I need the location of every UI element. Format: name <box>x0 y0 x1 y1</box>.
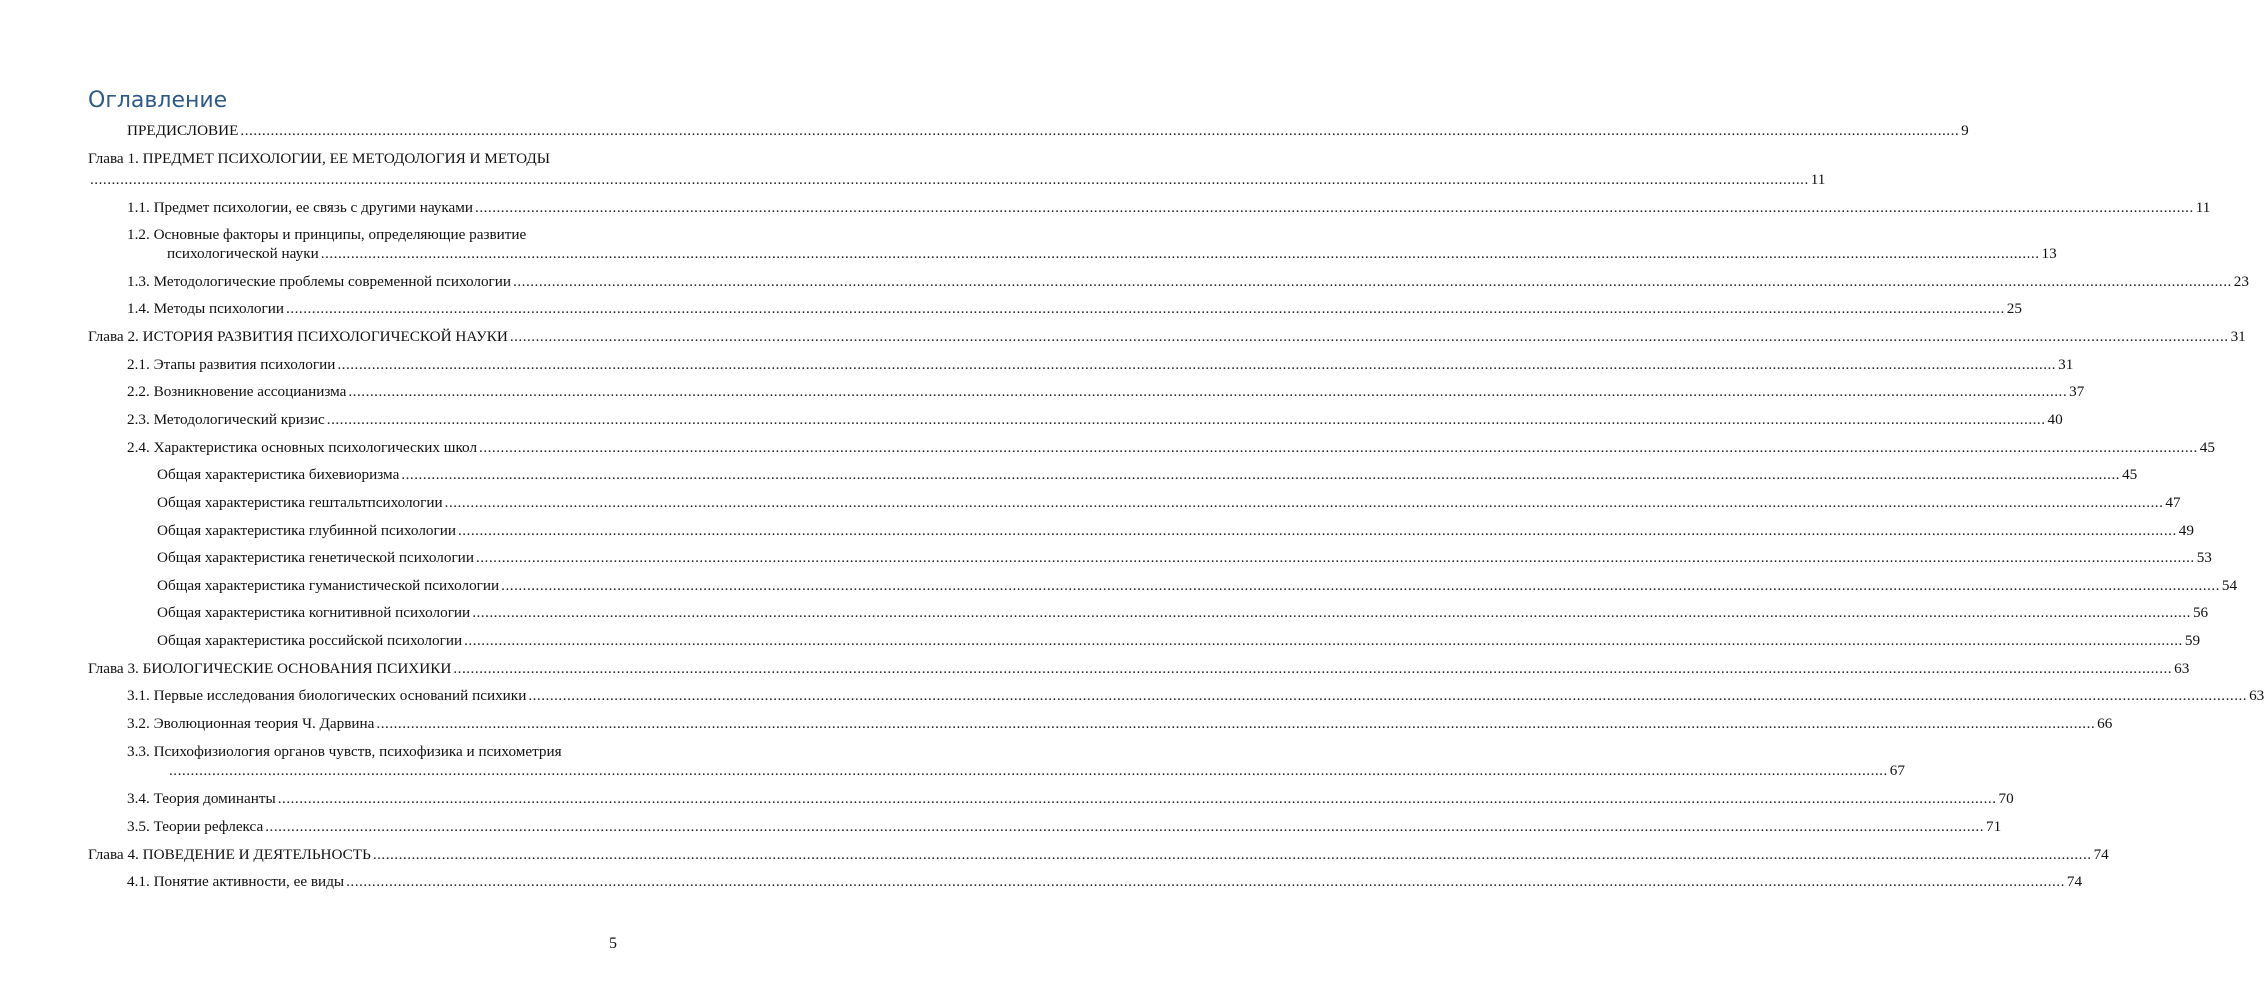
toc-entry-page: 45 <box>2199 439 2215 456</box>
dot-leader: ................................................................................................................................................................................................................................................................................................................................................................................................................ <box>509 328 2229 345</box>
toc-entry-label: Общая характеристика когнитивной психологии <box>157 604 471 621</box>
toc-entry[interactable] <box>127 438 2215 458</box>
toc-entry-label: 2.2. Возникновение ассоцианизма <box>127 383 347 400</box>
toc-entry-label: ПРЕДИСЛОВИЕ <box>127 122 239 139</box>
toc-entry-page: 71 <box>1985 818 2002 835</box>
dot-leader: ................................................................................................................................................................................................................................................................................................................................................................................................................ <box>528 687 2248 704</box>
toc-entry-page: 47 <box>2165 494 2181 511</box>
toc-entry-label-line1[interactable]: Глава 1. ПРЕДМЕТ ПСИХОЛОГИИ, ЕЕ МЕТОДОЛОГИЯ И МЕТОДЫ <box>88 150 550 167</box>
toc-entry-label: Общая характеристика глубинной психологии <box>157 522 456 539</box>
toc-entry-label: Общая характеристика гуманистической психологии <box>157 577 500 594</box>
toc-entry-page: 25 <box>2006 300 2022 317</box>
toc-entry-page: 45 <box>2122 466 2138 483</box>
toc-entry-label: 2.1. Этапы развития психологии <box>127 356 336 373</box>
toc-entry[interactable] <box>127 121 1969 141</box>
toc-entry-page: 63 <box>2249 687 2264 704</box>
dot-leader: ................................................................................................................................................................................................................................................................................................................................................................................................................ <box>337 356 2057 373</box>
toc-entry-label: психологической науки <box>167 245 319 262</box>
toc-entry-label: Общая характеристика гештальтпсихологии <box>157 494 443 511</box>
toc-entry[interactable] <box>167 244 2057 264</box>
toc-entry[interactable] <box>127 686 2264 706</box>
toc-entry-page: 40 <box>2047 411 2063 428</box>
toc-entry[interactable] <box>127 410 2063 430</box>
toc-entry-label: Общая характеристика российской психологии <box>157 632 463 649</box>
dot-leader: ................................................................................................................................................................................................................................................................................................................................................................................................................ <box>286 300 2005 317</box>
dot-leader: ................................................................................................................................................................................................................................................................................................................................................................................................................ <box>475 549 2195 566</box>
toc-entry[interactable] <box>157 603 2209 623</box>
toc-entry-page: 49 <box>2178 522 2194 539</box>
dot-leader: ................................................................................................................................................................................................................................................................................................................................................................................................................ <box>479 439 2198 456</box>
dot-leader: ................................................................................................................................................................................................................................................................................................................................................................................................................ <box>376 715 2096 732</box>
toc-entry[interactable] <box>157 576 2238 596</box>
toc-entry-label: 3.2. Эволюционная теория Ч. Дарвина <box>127 715 375 732</box>
toc-entry-label: 1.1. Предмет психологии, ее связь с другими науками <box>127 199 474 216</box>
dot-leader: ................................................................................................................................................................................................................................................................................................................................................................................................................ <box>348 383 2068 400</box>
toc-entry-label: 4.1. Понятие активности, ее виды <box>127 873 345 890</box>
toc-entry[interactable] <box>157 631 2201 651</box>
dot-leader: ................................................................................................................................................................................................................................................................................................................................................................................................................ <box>401 466 2121 483</box>
toc-entry-page: 74 <box>2066 873 2083 890</box>
toc-entry-label: 3.1. Первые исследования биологических оснований психики <box>127 687 527 704</box>
dot-leader: ................................................................................................................................................................................................................................................................................................................................................................................................................ <box>277 790 1997 807</box>
toc-entry-page: 70 <box>1998 790 2014 807</box>
dot-leader: ................................................................................................................................................................................................................................................................................................................................................................................................................ <box>513 273 2232 290</box>
dot-leader: ................................................................................................................................................................................................................................................................................................................................................................................................................ <box>475 199 2194 216</box>
dot-leader: ................................................................................................................................................................................................................................................................................................................................................................................................................ <box>240 122 1960 139</box>
toc-entry[interactable] <box>127 714 2113 734</box>
dot-leader: ................................................................................................................................................................................................................................................................................................................................................................................................................ <box>501 577 2220 594</box>
dot-leader: ................................................................................................................................................................................................................................................................................................................................................................................................................ <box>169 762 1888 779</box>
toc-entry-page: 9 <box>1961 122 1969 139</box>
toc-entry-label: Общая характеристика генетической психологии <box>157 549 474 566</box>
toc-entry[interactable] <box>157 493 2181 513</box>
toc-entry-page: 54 <box>2221 577 2238 594</box>
dot-leader: ................................................................................................................................................................................................................................................................................................................................................................................................................ <box>472 604 2191 621</box>
toc-entry-page: 13 <box>2041 245 2057 262</box>
dot-leader: ................................................................................................................................................................................................................................................................................................................................................................................................................ <box>265 818 1984 835</box>
toc-entry-page: 63 <box>2174 660 2190 677</box>
toc-entry[interactable] <box>88 659 2190 679</box>
toc-entry[interactable] <box>127 272 2249 292</box>
dot-leader: ................................................................................................................................................................................................................................................................................................................................................................................................................ <box>90 171 1809 188</box>
toc-entry[interactable] <box>88 327 2246 347</box>
page-number: 5 <box>609 935 617 952</box>
toc-entry-label: 3.5. Теории рефлекса <box>127 818 264 835</box>
toc-entry-label-line1[interactable]: 1.2. Основные факторы и принципы, определяющие развитие <box>127 226 527 243</box>
toc-entry-label-line1[interactable]: 3.3. Психофизиология органов чувств, психофизика и психометрия <box>127 743 562 760</box>
toc-entry-label: Общая характеристика бихевиоризма <box>157 466 400 483</box>
toc-entry-page: 37 <box>2069 383 2085 400</box>
toc-entry-page: 31 <box>2058 356 2074 373</box>
toc-entry[interactable] <box>157 465 2138 485</box>
dot-leader: ................................................................................................................................................................................................................................................................................................................................................................................................................ <box>326 411 2046 428</box>
dot-leader: ................................................................................................................................................................................................................................................................................................................................................................................................................ <box>453 660 2173 677</box>
toc-entry-label: Глава 4. ПОВЕДЕНИЕ И ДЕЯТЕЛЬНОСТЬ <box>88 846 371 863</box>
toc-entry-page: 56 <box>2192 604 2209 621</box>
dot-leader: ................................................................................................................................................................................................................................................................................................................................................................................................................ <box>457 522 2177 539</box>
toc-entry-page: 31 <box>2230 328 2246 345</box>
toc-entry-page: 11 <box>2195 199 2211 216</box>
toc-entry-page: 66 <box>2097 715 2113 732</box>
toc-entry[interactable] <box>157 548 2212 568</box>
dot-leader: ................................................................................................................................................................................................................................................................................................................................................................................................................ <box>372 846 2092 863</box>
toc-entry[interactable] <box>127 355 2074 375</box>
toc-entry-label: 1.3. Методологические проблемы современной психологии <box>127 273 512 290</box>
toc-entry[interactable] <box>157 521 2194 541</box>
toc-entry-label: 1.4. Методы психологии <box>127 300 285 317</box>
toc-entry[interactable] <box>127 872 2083 892</box>
toc-entry-page: 59 <box>2184 632 2201 649</box>
toc-entry-page: 53 <box>2196 549 2212 566</box>
toc-entry-label: Глава 3. БИОЛОГИЧЕСКИЕ ОСНОВАНИЯ ПСИХИКИ <box>88 660 452 677</box>
toc-entry[interactable] <box>167 761 1905 781</box>
toc-entry[interactable] <box>127 299 2022 319</box>
toc-entry-page: 67 <box>1889 762 1905 779</box>
toc-entry-page: 11 <box>1810 171 1826 188</box>
toc-entry-page: 74 <box>2093 846 2109 863</box>
toc-entry-page: 23 <box>2233 273 2249 290</box>
toc-heading: Оглавление <box>88 88 228 113</box>
toc-entry-label: 2.4. Характеристика основных психологических школ <box>127 439 478 456</box>
toc-entry-label: 2.3. Методологический кризис <box>127 411 325 428</box>
toc-entry[interactable] <box>127 817 2002 837</box>
toc-entry[interactable] <box>88 170 1826 190</box>
toc-entry[interactable] <box>127 198 2211 218</box>
toc-entry-label: 3.4. Теория доминанты <box>127 790 276 807</box>
toc-entry[interactable] <box>127 382 2085 402</box>
dot-leader: ................................................................................................................................................................................................................................................................................................................................................................................................................ <box>444 494 2164 511</box>
toc-entry-label: Глава 2. ИСТОРИЯ РАЗВИТИЯ ПСИХОЛОГИЧЕСКОЙ НАУКИ <box>88 328 508 345</box>
toc-entry[interactable] <box>127 789 2014 809</box>
dot-leader: ................................................................................................................................................................................................................................................................................................................................................................................................................ <box>320 245 2040 262</box>
dot-leader: ................................................................................................................................................................................................................................................................................................................................................................................................................ <box>464 632 2183 649</box>
toc-entry[interactable] <box>88 845 2109 865</box>
dot-leader: ................................................................................................................................................................................................................................................................................................................................................................................................................ <box>346 873 2065 890</box>
